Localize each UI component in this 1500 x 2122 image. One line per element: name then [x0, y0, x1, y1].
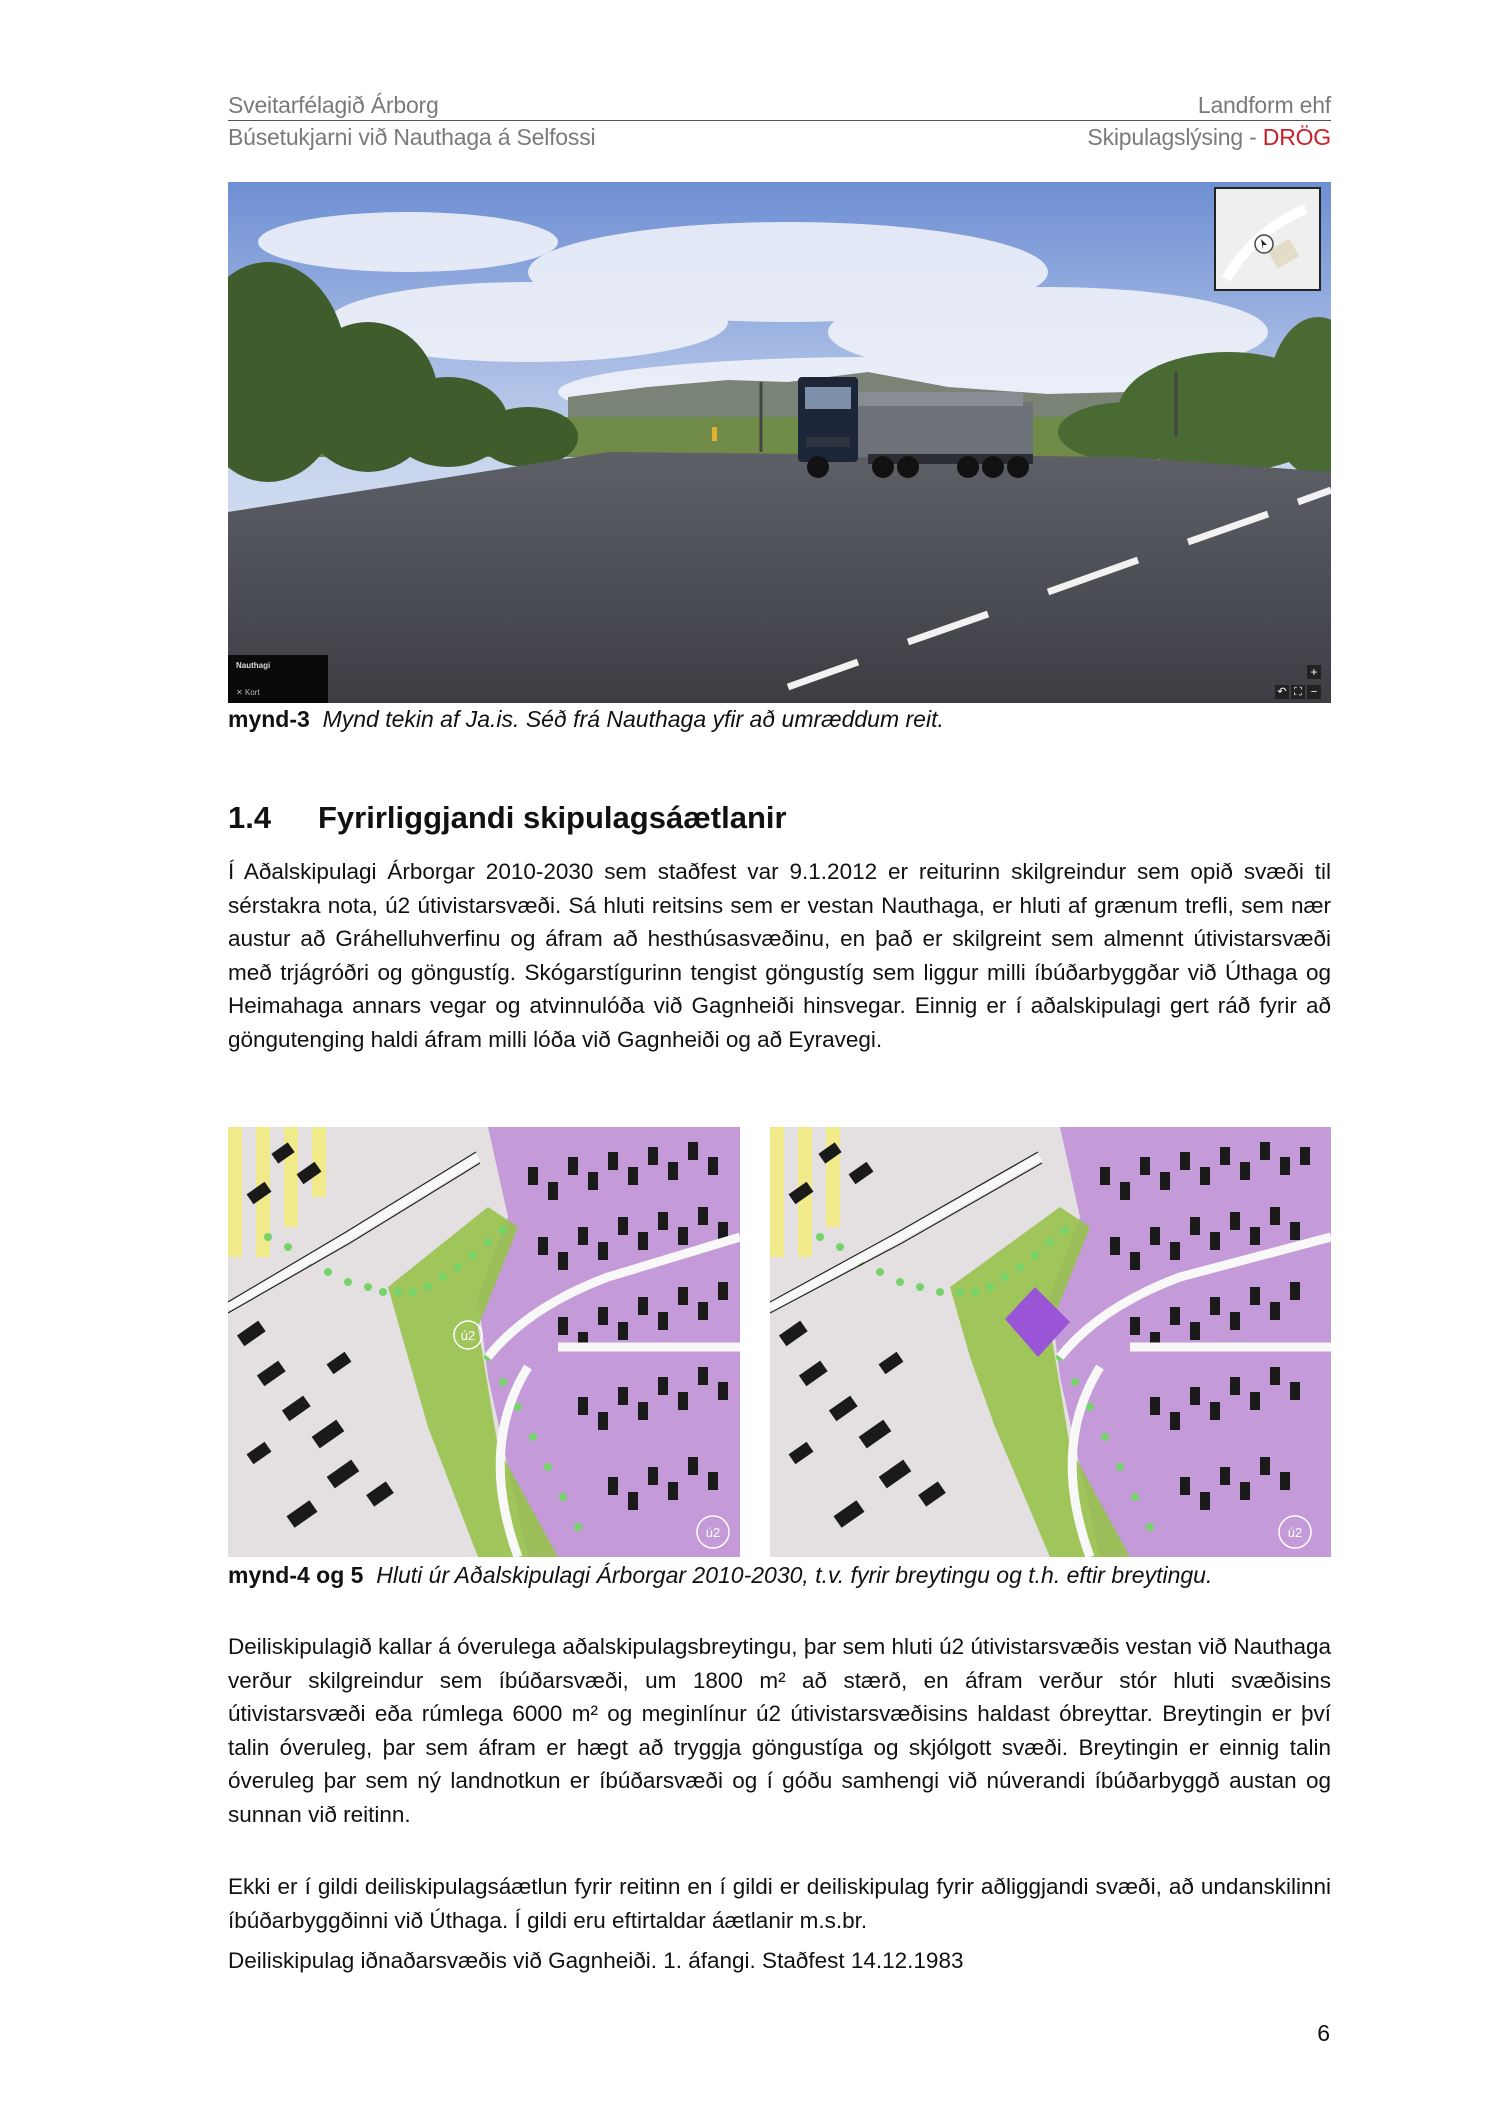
zoning-map-after-graphic: [770, 1127, 1331, 1557]
map-toggle-button[interactable]: ✕ Kort: [236, 688, 260, 697]
zoning-map-before: [228, 1127, 740, 1557]
yellow-post: [712, 427, 717, 441]
section-heading: [228, 800, 787, 836]
header-doctype: [1087, 124, 1331, 151]
paragraph-3: Ekki er í gildi deiliskipulagsáætlun fyrir reitinn en í gildi er deiliskipulag fyrir aðliggjandi svæði, að undanskilinni íbúðarbyggðinni við Úthaga. Í gildi eru eftirtaldar áætlanir m.s.br.: [228, 1874, 1331, 1933]
caption-45-text: Hluti úr Aðalskipulagi Árborgar 2010-2030, t.v. fyrir breytingu og t.h. eftir breytingu.: [376, 1562, 1213, 1588]
paragraph-2: Deiliskipulagið kallar á óverulega aðalskipulagsbreytingu, þar sem hluti ú2 útivistarsvæðis vestan við Nauthaga verður skilgreindur sem íbúðarsvæði, um 1800 m² að stærð, en áfram verður stór hluti svæðisins útivistarsvæði eða rúmlega 6000 m² og meginlínur ú2 útivistarsvæðisins haldast óbreyttar. Breytingin er því talin óveruleg, þar sem áfram er hægt að tryggja göngustíga og skjólgott svæði. Breytingin er einnig talin óveruleg þar sem ný landnotkun er íbúðarsvæði og í góðu samhengi við núverandi íbúðarbyggð austan og sunnan við reitinn.: [228, 1634, 1331, 1827]
street-view-photo: [228, 182, 1331, 703]
street-label-panel: [228, 655, 328, 703]
zoom-in-button[interactable]: +: [1307, 665, 1321, 679]
fullscreen-icon[interactable]: ⛶: [1291, 685, 1305, 699]
figure-caption-4-5: [228, 1562, 1212, 1589]
figure-caption-3: [228, 706, 944, 733]
mini-map-graphic: [1216, 189, 1319, 289]
draft-status: DRÖG: [1262, 124, 1331, 150]
paragraph-1: Í Aðalskipulagi Árborgar 2010-2030 sem staðfest var 9.1.2012 er reiturinn skilgreindur sem opið svæði til sérstakra nota, ú2 útivistarsvæði. Sá hluti reitsins sem er vestan Nauthaga, er hluti af grænum trefli, sem nær austur að Gráhelluhverfinu og áfram að hesthúsasvæðinu, en það er skilgreint sem almennt útivistarsvæði með trjágróðri og göngustíg. Skógarstígurinn tengist göngustíg sem liggur milli íbúðarbyggðar við Úthaga og Heimahaga annars vegar og atvinnulóða við Gagnheiði hinsvegar. Einnig er í aðalskipulagi gert ráð fyrir að göngutenging haldi áfram milli lóða við Gagnheiði og að Eyravegi.: [228, 859, 1331, 1052]
zone-label-1: ú2: [460, 1328, 476, 1343]
zone-label-2: ú2: [705, 1525, 721, 1540]
page-number: 6: [1317, 2020, 1330, 2046]
street-view-scene: [228, 182, 1331, 703]
zone-label-3: ú2: [1287, 1525, 1303, 1540]
zoning-map-after: [770, 1127, 1331, 1557]
mini-map[interactable]: [1214, 187, 1321, 291]
section-number: 1.4: [228, 800, 272, 835]
back-icon[interactable]: ↶: [1275, 685, 1289, 699]
header-org: Sveitarfélagið Árborg: [228, 92, 439, 118]
zoning-map-before-graphic: [228, 1127, 740, 1557]
header-doctype-label: Skipulagslýsing -: [1087, 124, 1263, 150]
view-controls: [1275, 685, 1321, 699]
header-project: Búsetukjarni við Nauthaga á Selfossi: [228, 124, 596, 150]
caption-3-text: Mynd tekin af Ja.is. Séð frá Nauthaga yfir að umræddum reit.: [322, 706, 944, 732]
section-title: Fyrirliggjandi skipulagsáætlanir: [318, 800, 787, 835]
road: [228, 452, 1331, 703]
street-name: Nauthagi: [236, 661, 271, 670]
map-toggle-label: Kort: [244, 688, 260, 697]
header-company: Landform ehf: [1197, 92, 1331, 118]
header-row-bottom: [228, 124, 1331, 154]
zoom-out-icon[interactable]: −: [1307, 685, 1321, 699]
caption-3-label: mynd-3: [228, 706, 310, 732]
caption-45-label: mynd-4 og 5: [228, 1562, 364, 1588]
header-row-top: [228, 92, 1331, 121]
paragraph-4: Deiliskipulag iðnaðarsvæðis við Gagnheiði. 1. áfangi. Staðfest 14.12.1983: [228, 1948, 964, 1973]
